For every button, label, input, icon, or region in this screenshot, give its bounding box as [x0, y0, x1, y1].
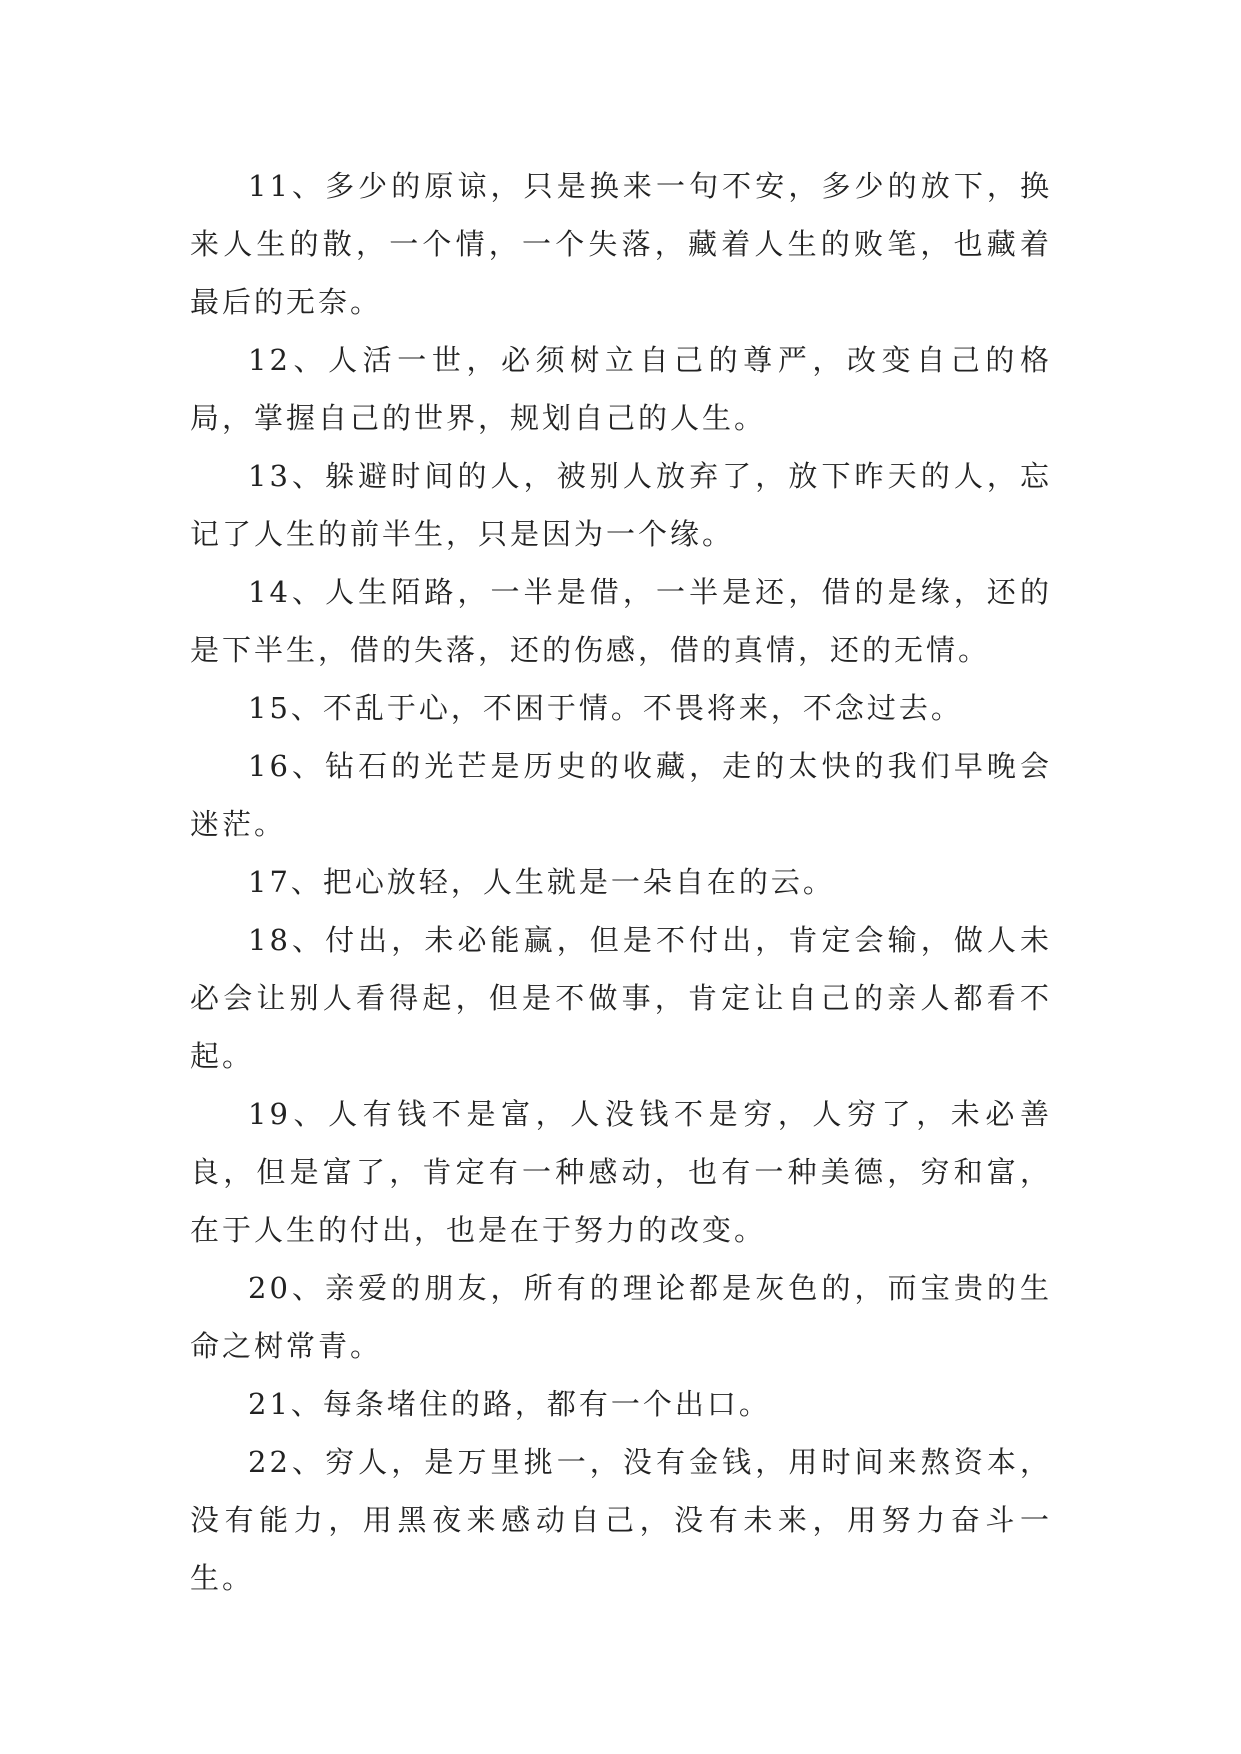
paragraph-14: 14、人生陌路，一半是借，一半是还，借的是缘，还的是下半生，借的失落，还的伤感，借的真情，还的无情。 [190, 575, 1052, 667]
document-body [190, 157, 1052, 1607]
paragraph-16: 16、钻石的光芒是历史的收藏，走的太快的我们早晚会迷茫。 [190, 749, 1052, 841]
paragraph-20: 20、亲爱的朋友，所有的理论都是灰色的，而宝贵的生命之树常青。 [190, 1271, 1052, 1363]
paragraph-11: 11、多少的原谅，只是换来一句不安，多少的放下，换来人生的散，一个情，一个失落，藏着人生的败笔，也藏着最后的无奈。 [190, 169, 1052, 319]
paragraph-21: 21、每条堵住的路，都有一个出口。 [248, 1387, 771, 1421]
paragraph-15: 15、不乱于心，不困于情。不畏将来，不念过去。 [248, 691, 963, 725]
paragraph-18: 18、付出，未必能赢，但是不付出，肯定会输，做人未必会让别人看得起，但是不做事，肯定让自己的亲人都看不起。 [190, 923, 1052, 1073]
paragraph-12: 12、人活一世，必须树立自己的尊严，改变自己的格局，掌握自己的世界，规划自己的人生。 [190, 343, 1052, 435]
paragraph-13: 13、躲避时间的人，被别人放弃了，放下昨天的人，忘记了人生的前半生，只是因为一个缘。 [190, 459, 1052, 551]
paragraph-19: 19、人有钱不是富，人没钱不是穷，人穷了，未必善良，但是富了，肯定有一种感动，也有一种美德，穷和富，在于人生的付出，也是在于努力的改变。 [190, 1097, 1052, 1247]
paragraph-22: 22、穷人，是万里挑一，没有金钱，用时间来熬资本，没有能力，用黑夜来感动自己，没有未来，用努力奋斗一生。 [190, 1445, 1052, 1595]
paragraph-17: 17、把心放轻，人生就是一朵自在的云。 [248, 865, 835, 899]
